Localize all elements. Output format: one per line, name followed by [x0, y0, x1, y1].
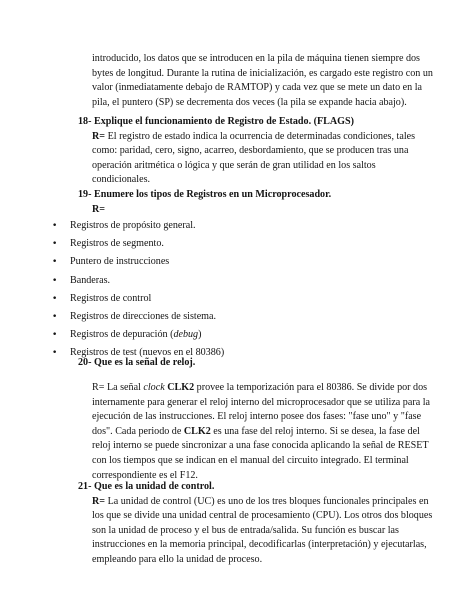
list-item: • Registros de direcciones de sistema.	[52, 310, 224, 328]
intro-paragraph	[92, 52, 433, 110]
q18-answer-line: como: paridad, cero, signo, acarreo, desbordamiento, que se producen tras una	[92, 145, 409, 157]
intro-line: pila, el puntero (SP) se decrementa dos veces (la pila se expande hacia abajo).	[92, 96, 407, 108]
italic-term: debug	[173, 329, 199, 341]
answer-prefix: R=	[92, 203, 106, 215]
q21-answer-line: instrucciones en la memoria principal, decodificarlas (interpretación) y ejecutarlas,	[92, 539, 427, 551]
q20-answer-line: ejecución de las instrucciones. El reloj interno posee dos fases: "fase uno" y "fase	[92, 411, 422, 423]
list-item: • Banderas.	[52, 274, 224, 292]
intro-line: bytes de longitud. Durante la rutina de inicialización, es cargado este registro con un	[92, 67, 433, 79]
q20-answer-line: dos". Cada periodo de CLK2 es una fase del reloj interno. Si se desea, la fase del	[92, 425, 420, 437]
q18-section	[78, 115, 415, 188]
q20-answer-line: con los tiempos que se indican en el manual del circuito integrado. El terminal	[92, 454, 409, 466]
intro-line: valor (inmediatamente debajo de RAMTOP) y cada vez que se mete un dato en la	[92, 82, 422, 94]
q20-answer-line: correspondiente es el F12.	[92, 469, 198, 481]
intro-line: introducido, los datos que se introducen en la pila de máquina tienen siempre dos	[92, 53, 420, 64]
q20-answer	[92, 381, 430, 483]
answer-prefix: R=	[92, 495, 106, 507]
q19-heading: 19- Enumere los tipos de Registros en un Microprocesador.	[78, 189, 332, 200]
list-item: • Registros de depuración (debug)	[52, 328, 224, 346]
list-item: • Registros de segmento.	[52, 237, 224, 255]
list-item: • Registros de propósito general.	[52, 219, 224, 237]
register-types-list	[52, 219, 224, 365]
q19-section	[78, 188, 331, 217]
q20-heading: 20- Que es la señal de reloj.	[78, 357, 196, 368]
q20-answer-line: reloj interno se puede sincronizar a una fase conocida aplicando la señal de RESET	[92, 440, 429, 452]
q18-answer-line: condicionales.	[92, 174, 151, 186]
q18-answer-line: operación aritmética o lógica y que serán de gran utilidad en los saltos	[92, 159, 376, 171]
q21-section	[78, 480, 432, 568]
q21-answer-line: empleando para ello la unidad de proceso.	[92, 553, 263, 565]
q21-answer-line: los que se divide una unidad central de procesamiento (CPU). Los otros dos bloques	[92, 510, 433, 522]
list-item: • Registros de control	[52, 292, 224, 310]
list-item: • Puntero de instrucciones	[52, 255, 224, 273]
q18-heading: 18- Explique el funcionamiento de Registro de Estado. (FLAGS)	[78, 116, 355, 127]
q21-answer-line: son la unidad de proceso y el bus de entrada/salida. Su función es buscar las	[92, 524, 399, 536]
q21-heading: 21- Que es la unidad de control.	[78, 481, 215, 492]
q20-answer-line: internamente para generar el reloj interno del microprocesador que se utiliza para la	[92, 396, 430, 408]
q18-answer-line: R= El registro de estado indica la ocurrencia de determinadas condiciones, tales	[92, 130, 416, 142]
q20-heading-block	[78, 356, 195, 371]
answer-prefix: R=	[92, 130, 106, 142]
q20-answer-line: R= La señal clock CLK2 provee la temporización para el 80386. Se divide por dos	[92, 382, 428, 393]
list-item: • Registros de test (nuevos en el 80386)	[52, 346, 224, 364]
q21-answer-line: R= La unidad de control (UC) es uno de los tres bloques funcionales principales en	[92, 495, 429, 507]
